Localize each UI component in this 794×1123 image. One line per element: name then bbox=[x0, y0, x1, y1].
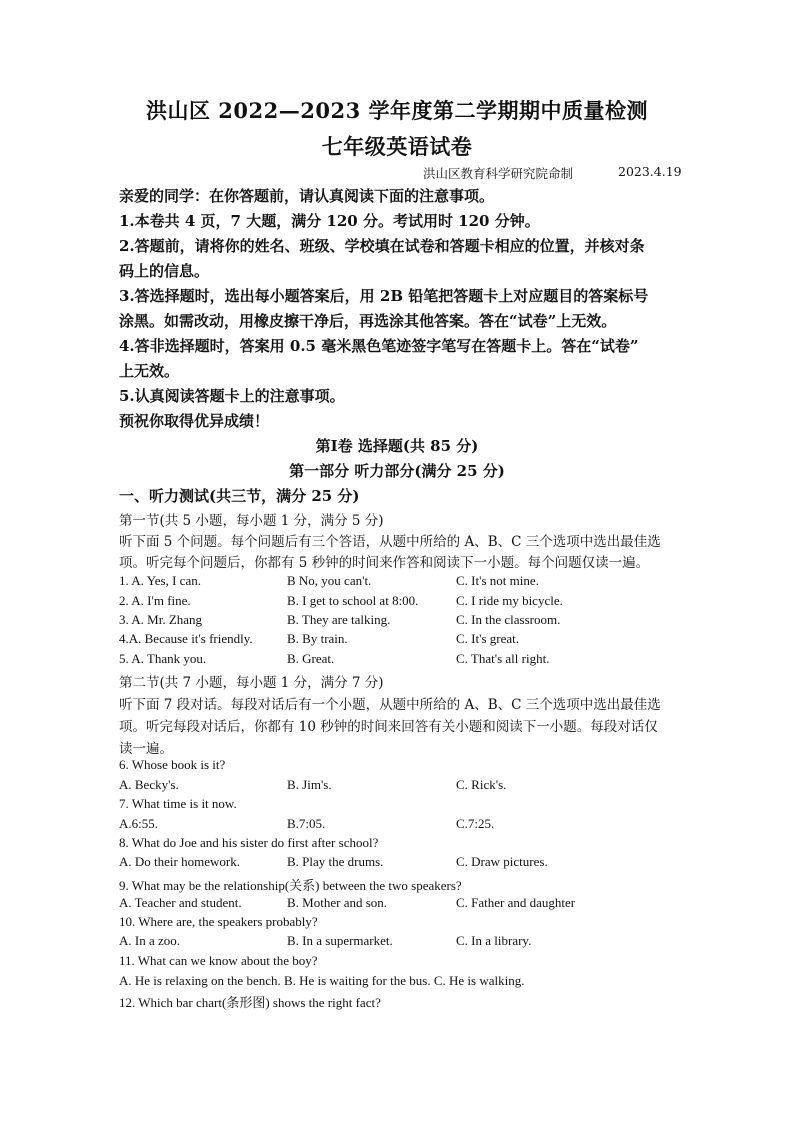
q8-option-c: C. Draw pictures. bbox=[456, 854, 548, 869]
q9-option-c: C. Father and daughter bbox=[456, 895, 576, 910]
q10-option-a: A. In a zoo. bbox=[119, 933, 181, 948]
notice-item: 3.答选择题时，选出每小题答案后，用 2B 铅笔把答题卡上对应题目的答案标号 bbox=[119, 287, 649, 305]
q1-option-b: B No, you can't. bbox=[287, 573, 372, 588]
q6-option-b: B. Jim's. bbox=[287, 777, 332, 792]
exam-subtitle: 七年级英语试卷 bbox=[321, 134, 473, 159]
notice-item: 5.认真阅读答题卡上的注意事项。 bbox=[119, 387, 345, 405]
listening-section-title: 一、听力测试(共三节，满分 25 分) bbox=[119, 487, 360, 505]
q2-option-b: B. I get to school at 8:00. bbox=[287, 593, 419, 608]
notice-item: 上无效。 bbox=[119, 362, 180, 380]
q5-option-c: C. That's all right. bbox=[456, 651, 550, 666]
q4-option-b: B. By train. bbox=[287, 631, 348, 646]
section1-instructions: 听下面 5 个问题。每个问题后有三个答语，从题中所给的 A、B、C 三个选项中选出最佳选 bbox=[119, 534, 661, 550]
q5-option-b: B. Great. bbox=[287, 651, 335, 666]
q6-option-a: A. Becky's. bbox=[119, 777, 179, 792]
q7-option-b: B.7:05. bbox=[287, 816, 326, 831]
section2-title: 第二节(共 7 小题，每小题 1 分，满分 7 分) bbox=[119, 675, 384, 691]
section2-instructions: 听下面 7 段对话。每段对话后有一个小题，从题中所给的 A、B、C 三个选项中选出最佳选 bbox=[119, 697, 661, 713]
exam-title: 洪山区 2022—2023 学年度第二学期期中质量检测 bbox=[145, 98, 648, 123]
q8-option-a: A. Do their homework. bbox=[119, 854, 240, 869]
section1-instructions: 项。听完每个问题后，你都有 5 秒钟的时间来作答和阅读下一小题。每个问题仅读一遍。 bbox=[119, 555, 650, 571]
q2-option-a: 2. A. I'm fine. bbox=[119, 593, 191, 608]
q10-option-c: C. In a library. bbox=[456, 933, 532, 948]
q6-option-c: C. Rick's. bbox=[456, 777, 507, 792]
q8-question: 8. What do Joe and his sister do first after school? bbox=[119, 835, 379, 850]
q11-options: A. He is relaxing on the bench. B. He is waiting for the bus. C. He is walking. bbox=[119, 973, 525, 988]
q3-option-c: C. In the classroom. bbox=[456, 612, 561, 627]
section2-instructions: 读一遍。 bbox=[119, 741, 173, 757]
q4-option-c: C. It's great. bbox=[456, 631, 519, 646]
q9-question: 9. What may be the relationship(关系) between the two speakers? bbox=[119, 878, 462, 893]
q9-option-a: A. Teacher and student. bbox=[119, 895, 242, 910]
part1-subheading: 第一部分 听力部分(满分 25 分) bbox=[289, 462, 505, 480]
notice-item: 1.本卷共 4 页，7 大题，满分 120 分。考试用时 120 分钟。 bbox=[119, 212, 540, 230]
q3-option-a: 3. A. Mr. Zhang bbox=[119, 612, 203, 627]
q7-question: 7. What time is it now. bbox=[119, 796, 237, 811]
q1-option-a: 1. A. Yes, I can. bbox=[119, 573, 201, 588]
q3-option-b: B. They are talking. bbox=[287, 612, 391, 627]
q2-option-c: C. I ride my bicycle. bbox=[456, 593, 563, 608]
q7-option-a: A.6:55. bbox=[119, 816, 158, 831]
notice-greeting: 亲爱的同学：在你答题前，请认真阅读下面的注意事项。 bbox=[119, 187, 495, 205]
q8-option-b: B. Play the drums. bbox=[287, 854, 384, 869]
exam-date: 2023.4.19 bbox=[618, 164, 682, 179]
q11-question: 11. What can we know about the boy? bbox=[119, 953, 318, 968]
q7-option-c: C.7:25. bbox=[456, 816, 495, 831]
q10-option-b: B. In a supermarket. bbox=[287, 933, 393, 948]
section2-instructions: 项。听完每段对话后，你都有 10 秒钟的时间来回答有关小题和阅读下一小题。每段对话仅 bbox=[119, 719, 658, 735]
q6-question: 6. Whose book is it? bbox=[119, 757, 226, 772]
notice-item: 4.答非选择题时，答案用 0.5 毫米黑色笔迹签字笔写在答题卡上。答在“试卷” bbox=[119, 337, 639, 355]
notice-wish: 预祝你取得优异成绩！ bbox=[119, 412, 270, 430]
q4-option-a: 4.A. Because it's friendly. bbox=[119, 631, 253, 646]
q9-option-b: B. Mother and son. bbox=[287, 895, 388, 910]
q10-question: 10. Where are, the speakers probably? bbox=[119, 914, 318, 929]
notice-item: 涂黑。如需改动，用橡皮擦干净后，再选涂其他答案。答在“试卷”上无效。 bbox=[119, 312, 617, 330]
q5-option-a: 5. A. Thank you. bbox=[119, 651, 207, 666]
notice-item: 2.答题前，请将你的姓名、班级、学校填在试卷和答题卡相应的位置，并核对条 bbox=[119, 237, 645, 255]
notice-item: 码上的信息。 bbox=[119, 262, 210, 280]
issuer-text: 洪山区教育科学研究院命制 bbox=[423, 166, 574, 181]
q12-question: 12. Which bar chart(条形图) shows the right fact? bbox=[119, 995, 381, 1010]
q1-option-c: C. It's not mine. bbox=[456, 573, 539, 588]
section1-title: 第一节(共 5 小题，每小题 1 分，满分 5 分) bbox=[119, 513, 384, 529]
part1-heading: 第Ⅰ卷 选择题(共 85 分) bbox=[315, 437, 479, 455]
